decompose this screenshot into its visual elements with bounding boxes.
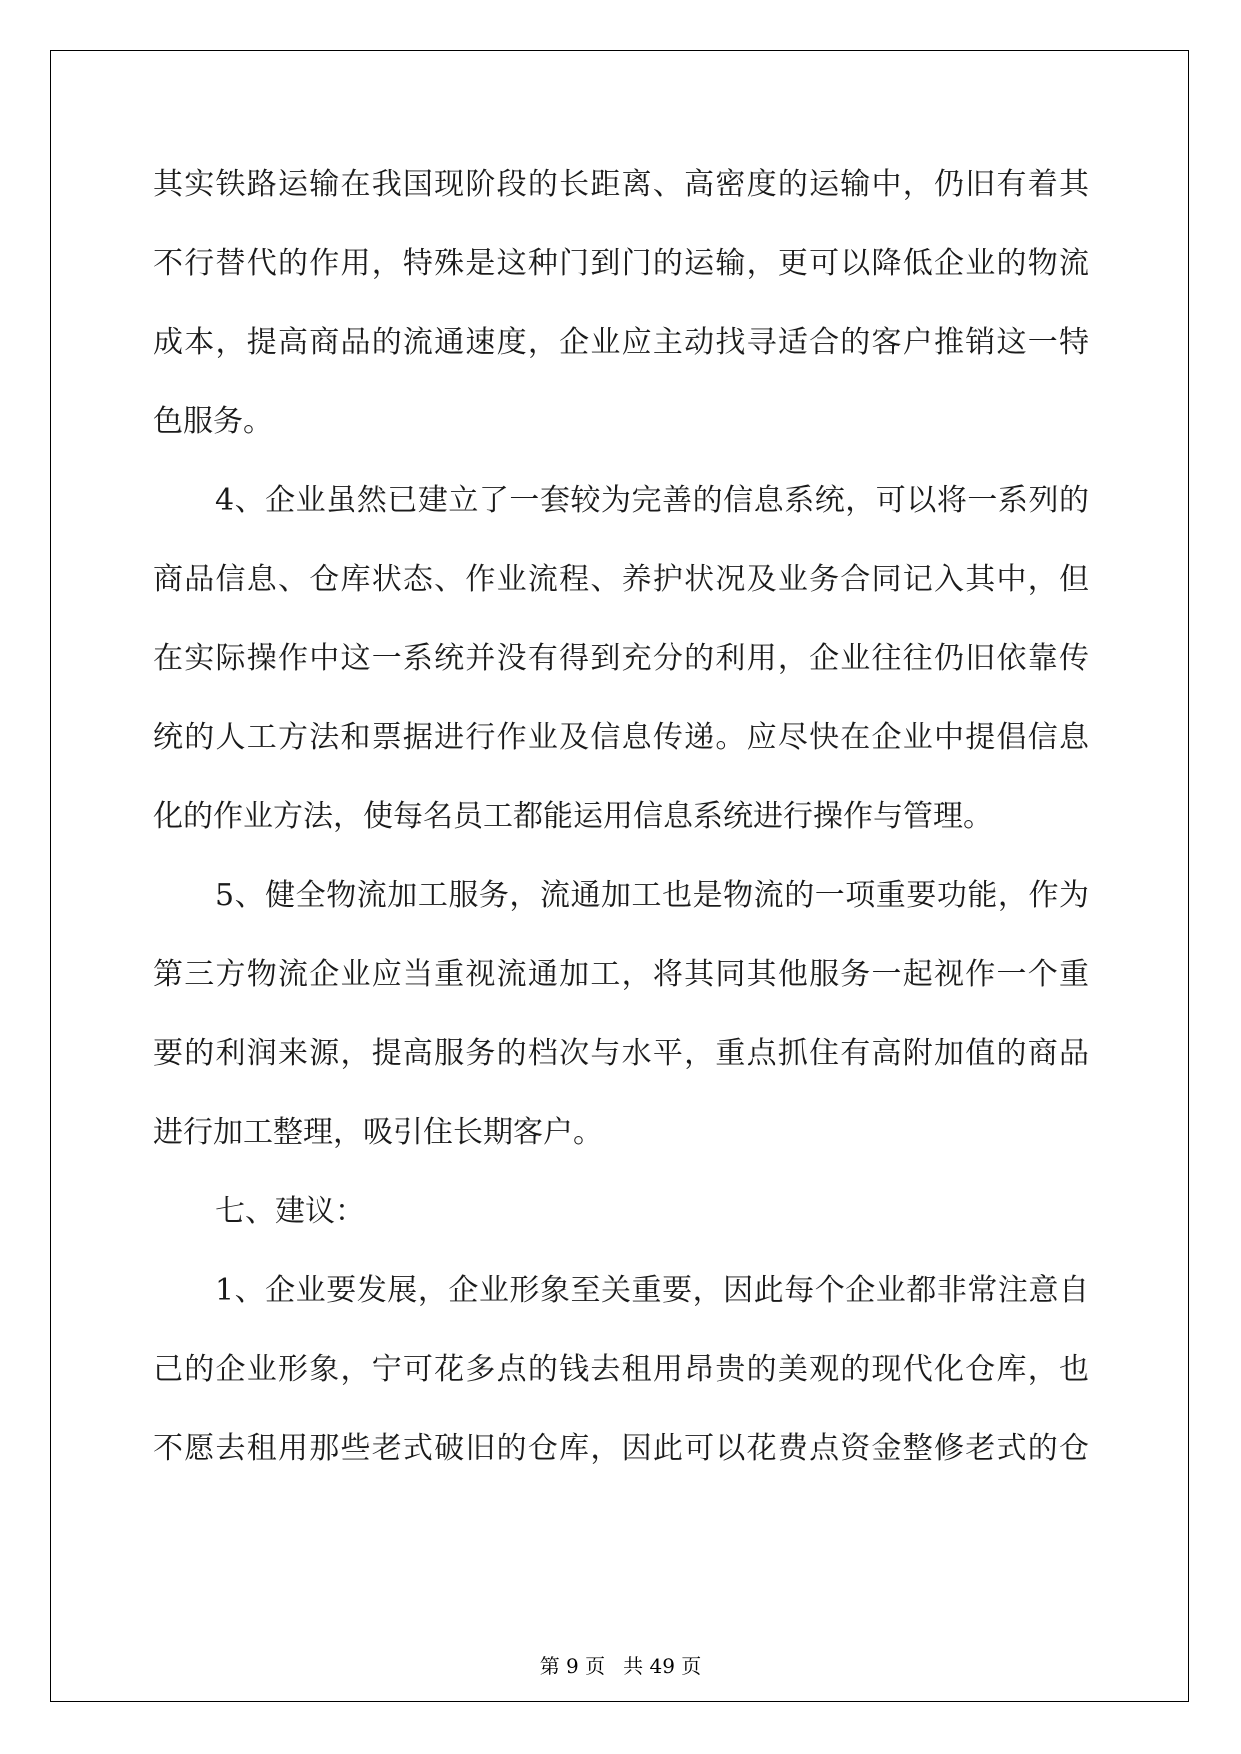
text-line: 进行加工整理，吸引住长期客户。 (153, 1115, 603, 1150)
page-footer (0, 1650, 1241, 1679)
text-line: 要的利润来源，提高服务的档次与水平，重点抓住有高附加值的商品 (153, 1036, 1089, 1071)
text-line: 化的作业方法，使每名员工都能运用信息系统进行操作与管理。 (153, 799, 993, 834)
text-line: 5、健全物流加工服务，流通加工也是物流的一项重要功能，作为 (215, 878, 1089, 913)
text-line: 4、企业虽然已建立了一套较为完善的信息系统，可以将一系列的 (215, 483, 1089, 518)
section-heading: 七、建议： (215, 1194, 365, 1229)
page-total: 共 49 页 (623, 1654, 702, 1678)
text-line: 不行替代的作用，特殊是这种门到门的运输，更可以降低企业的物流 (153, 246, 1089, 281)
text-line: 第三方物流企业应当重视流通加工，将其同其他服务一起视作一个重 (153, 957, 1089, 992)
document-body (153, 160, 1089, 1503)
text-line: 成本，提高商品的流通速度，企业应主动找寻适合的客户推销这一特 (153, 325, 1089, 360)
text-line: 商品信息、仓库状态、作业流程、养护状况及业务合同记入其中，但 (153, 562, 1089, 597)
text-line: 其实铁路运输在我国现阶段的长距离、高密度的运输中，仍旧有着其 (153, 167, 1089, 202)
page-number: 第 9 页 (539, 1654, 606, 1678)
text-line: 己的企业形象，宁可花多点的钱去租用昂贵的美观的现代化仓库，也 (153, 1352, 1089, 1387)
text-line: 色服务。 (153, 404, 273, 439)
text-line: 统的人工方法和票据进行作业及信息传递。应尽快在企业中提倡信息 (153, 720, 1089, 755)
text-line: 1、企业要发展，企业形象至关重要，因此每个企业都非常注意自 (215, 1273, 1089, 1308)
text-line: 不愿去租用那些老式破旧的仓库，因此可以花费点资金整修老式的仓 (153, 1431, 1089, 1466)
text-line: 在实际操作中这一系统并没有得到充分的利用，企业往往仍旧依靠传 (153, 641, 1089, 676)
